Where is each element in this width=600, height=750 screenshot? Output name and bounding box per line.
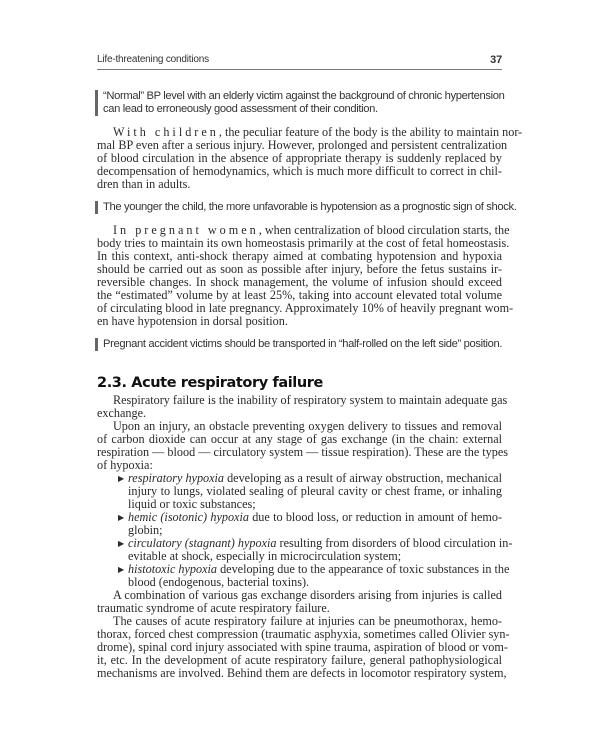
text-line: en have hypotension in dorsal position. (97, 314, 288, 328)
bullet-item (97, 536, 513, 563)
text-line: evitable at shock, especially in microcirculation system; (128, 549, 402, 563)
text-line: respiration — blood — circulatory system — tissue respiration). These are the types (97, 445, 509, 459)
italic-term: hemic (isotonic) hypoxia (128, 510, 249, 524)
text-line: can lead to erroneously good assessment of their condition. (103, 103, 378, 115)
document-page (97, 54, 523, 680)
italic-term: histotoxic hypoxia (128, 562, 218, 576)
bullet-item (97, 472, 502, 511)
text-line: the “estimated” volume by at least 25%, taking into account elevated total volume (97, 288, 502, 302)
paragraph (97, 589, 502, 615)
text-line: drome), spinal cord injury associated with spine trauma, aspiration of blood or vom- (97, 640, 508, 654)
text-line: globin; (128, 523, 163, 537)
text-line: of carbon dioxide can occur at any stage of gas exchange (in the chain: external (97, 432, 502, 446)
text-line: The causes of acute respiratory failure at injuries can be pneumothorax, hemo- (113, 614, 502, 628)
paragraph (97, 393, 508, 420)
text-line: hemic (isotonic) hypoxia due to blood loss, or reduction in amount of hemo- (128, 510, 502, 524)
paragraph (97, 614, 510, 680)
page-number: 37 (490, 54, 502, 66)
section-heading: 2.3. Acute respiratory failure (97, 375, 323, 391)
running-title: Life-threatening conditions (97, 54, 209, 65)
text-line: decompensation of hemodynamics, which is much more difficult to correct in chil- (97, 164, 502, 178)
text-line: Respiratory failure is the inability of respiratory system to maintain adequate gas (113, 393, 508, 407)
text-line: it, etc. In the development of acute respiratory failure, general pathophysiological (97, 653, 502, 667)
text-line: liquid or toxic substances; (128, 497, 256, 511)
bullet-marker-icon: ▶ (118, 539, 125, 548)
text-line: In pregnant women, when centralization of blood circulation starts, the (113, 223, 510, 237)
text-line: The younger the child, the more unfavorable is hypotension as a prognostic sign of shock. (103, 201, 517, 213)
bullet-item (97, 562, 510, 589)
text-line: mal BP even after a serious injury. However, prolonged and persistent centralization (97, 138, 508, 152)
bullet-marker-icon: ▶ (118, 474, 125, 483)
text-line: exchange. (97, 406, 147, 420)
callout-note (95, 201, 517, 214)
italic-term: circulatory (stagnant) hypoxia (128, 536, 277, 550)
text-line: respiratory hypoxia developing as a result of airway obstruction, mechanical (128, 471, 502, 485)
bullet-marker-icon: ▶ (118, 513, 125, 522)
text-line: A combination of various gas exchange disorders arising from injuries is called (113, 588, 502, 602)
text-line: should be carried out as soon as possible after injury, before the fetus sustains ir- (97, 262, 502, 276)
italic-term: respiratory hypoxia (128, 471, 225, 485)
text-line: traumatic syndrome of acute respiratory failure. (97, 601, 330, 615)
text-line: of hypoxia: (97, 458, 153, 472)
text-line: reversible changes. In shock management, the volume of infusion should exceed (97, 275, 502, 289)
bullet-item (97, 511, 502, 537)
text-line: Upon an injury, an obstacle preventing oxygen delivery to tissues and removal (113, 419, 502, 433)
text-line: injury to lungs, violated sealing of pleural cavity or chest frame, or inhaling (128, 484, 502, 498)
bullet-marker-icon: ▶ (118, 565, 125, 574)
text-line: mechanisms are involved. Behind them are defects in locomotor respiratory system, (97, 666, 507, 680)
paragraph (97, 419, 509, 472)
page-body (97, 90, 523, 680)
text-line: With children, the peculiar feature of the body is the ability to maintain nor- (113, 125, 523, 139)
text-line: histotoxic hypoxia developing due to the appearance of toxic substances in the (128, 562, 510, 576)
paragraph (97, 125, 523, 191)
text-line: “Normal” BP level with an elderly victim against the background of chronic hypertension (103, 90, 505, 102)
text-line: dren than in adults. (97, 177, 191, 191)
spaced-emphasis: With children (113, 125, 219, 139)
running-header (97, 54, 502, 70)
text-line: circulatory (stagnant) hypoxia resulting from disorders of blood circulation in- (128, 536, 513, 550)
text-line: of circulating blood in late pregnancy. Approximately 10% of heavily pregnant wom- (97, 301, 514, 315)
callout-note (95, 338, 502, 351)
text-line: In this context, anti-shock therapy aimed at combating hypotension and hypoxia (97, 249, 502, 263)
text-line: body tries to maintain its own homeostasis primarily at the cost of fetal homeostasis. (97, 236, 510, 250)
text-line: thorax, forced chest compression (traumatic asphyxia, sometimes called Olivier syn- (97, 627, 510, 641)
text-line: Pregnant accident victims should be transported in “half-rolled on the left side” position. (103, 338, 503, 350)
text-line: of blood circulation in the absence of appropriate therapy is suddenly replaced by (97, 151, 502, 165)
callout-note (95, 90, 505, 116)
text-line: blood (endogenous, bacterial toxins). (128, 575, 310, 589)
spaced-emphasis: In pregnant women (113, 223, 259, 237)
paragraph (97, 223, 514, 328)
